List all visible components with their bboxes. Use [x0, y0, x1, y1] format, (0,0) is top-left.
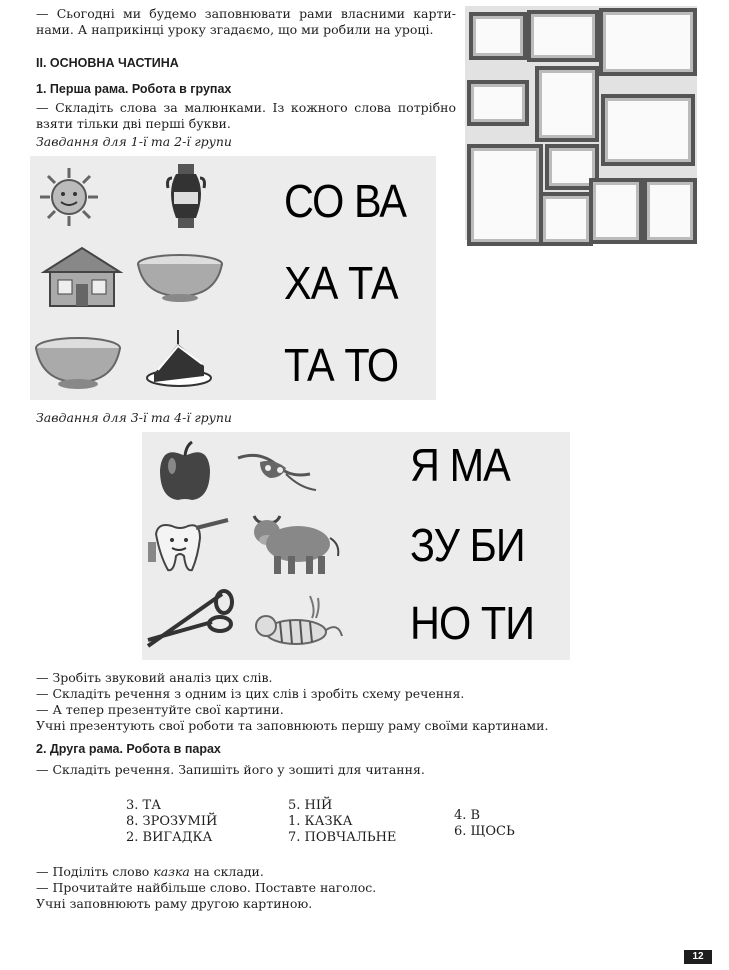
word-tato: ТА ТО [284, 339, 399, 391]
bowl-icon [134, 252, 226, 308]
word-noty: НО ТИ [410, 597, 535, 649]
mask-icon [230, 444, 320, 500]
word-item: 3. ТА [126, 798, 162, 813]
frames-collage-image [465, 6, 697, 240]
word-list-column-2 [288, 798, 396, 846]
frame2-after-2: — Прочитайте найбільше слово. Поставте наголос. [36, 880, 377, 895]
apple-icon [154, 440, 216, 508]
page-number: 12 [684, 950, 712, 964]
sun-icon [38, 166, 100, 232]
word-list-column-1 [126, 798, 217, 846]
frame2-heading: 2. Друга рама. Робота в парах [36, 742, 221, 756]
word-list-column-3 [454, 808, 515, 840]
word-item: 6. ЩОСЬ [454, 824, 515, 839]
frame1-heading: 1. Перша рама. Робота в групах [36, 82, 232, 96]
frame1-task-line-1: — Складіть слова за малюнками. Із кожного слова потрібно [36, 100, 456, 115]
italic-word: казка [153, 864, 190, 879]
groups34-label: Завдання для 3-ї та 4-ї групи [36, 410, 232, 425]
groups12-panel [30, 156, 436, 400]
word-item: 2. ВИГАДКА [126, 830, 213, 845]
frame1-after-1: — Зробіть звуковий аналіз цих слів. [36, 670, 273, 685]
word-item: 5. НІЙ [288, 798, 333, 813]
frame2-after-3: Учні заповнюють раму другою картиною. [36, 896, 313, 911]
cake-icon [144, 326, 214, 392]
tiger-icon [250, 592, 346, 656]
frame1-after-4: Учні презентують свої роботи та заповнюють першу раму своїми картинами. [36, 718, 549, 733]
frame2-task: — Складіть речення. Запишіть його у зошиті для читання. [36, 762, 425, 777]
frame1-after-3: — А тепер презентуйте свої картини. [36, 702, 284, 717]
intro-line-2: нами. А наприкінці уроку згадаємо, що ми робили на уроці. [36, 22, 434, 37]
groups34-panel [142, 432, 570, 660]
frame2-after-1: — Поділіть слово казка на склади. [36, 864, 264, 879]
tooth-icon [146, 516, 230, 580]
bowl-icon [32, 334, 124, 396]
word-item: 7. ПОВЧАЛЬНЕ [288, 830, 397, 845]
groups12-label: Завдання для 1-ї та 2-ї групи [36, 134, 232, 149]
amphora-icon [164, 162, 208, 234]
scissors-icon [142, 588, 236, 654]
frame1-after-2: — Складіть речення з одним із цих слів і зробіть схему речення. [36, 686, 465, 701]
word-item: 4. В [454, 808, 481, 823]
word-item: 1. КАЗКА [288, 814, 353, 829]
word-sova: СО ВА [284, 175, 407, 227]
word-zuby: ЗУ БИ [410, 519, 525, 571]
intro-line-1: — Сьогодні ми будемо заповнювати рами власними карти- [36, 6, 456, 21]
bull-icon [240, 510, 344, 580]
word-yama: Я МА [410, 439, 510, 491]
frame1-task-line-2: взяти тільки дві перші букви. [36, 116, 231, 131]
word-item: 8. ЗРОЗУМІЙ [126, 814, 218, 829]
house-icon [40, 244, 124, 314]
section-heading: II. ОСНОВНА ЧАСТИНА [36, 56, 179, 70]
word-khata: ХА ТА [284, 257, 398, 309]
